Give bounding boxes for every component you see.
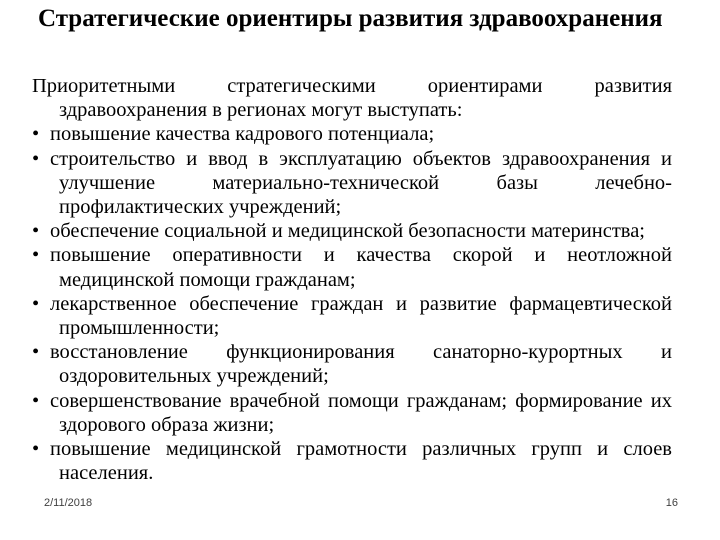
bullet-icon: •: [32, 123, 40, 146]
bullet-text: повышение качества кадрового потенциала;: [50, 123, 435, 146]
intro-paragraph: Приоритетными стратегическими ориентирами развития здравоохранения в регионах могут выступать:: [32, 75, 672, 122]
bullet-text: совершенствование врачебной помощи гражданам; формирование их здорового образа жизни;: [50, 389, 672, 436]
bullet-icon: •: [32, 147, 40, 170]
bullet-item-7: [32, 389, 672, 437]
bullet-icon: •: [32, 389, 40, 412]
bullet-item-3: [32, 219, 672, 243]
slide-title: Стратегические ориентиры развития здравоохранения: [38, 5, 663, 32]
bullet-item-1: [32, 122, 672, 146]
bullet-text: повышение медицинской грамотности различных групп и слоев населения.: [50, 438, 672, 485]
bullet-icon: •: [32, 292, 40, 315]
bullet-item-4: [32, 243, 672, 291]
footer-page-number: 16: [665, 497, 678, 509]
bullet-text: обеспечение социальной и медицинской безопасности материнства;: [50, 220, 645, 243]
bullet-item-8: [32, 437, 672, 485]
footer-date: 2/11/2018: [44, 497, 93, 509]
slide-body: [32, 74, 672, 485]
bullet-item-6: [32, 340, 672, 388]
bullet-text: лекарственное обеспечение граждан и развитие фармацевтической промышленности;: [50, 292, 672, 340]
bullet-text: восстановление функционирования санаторно-курортных и оздоровительных учреждений;: [50, 341, 672, 388]
bullet-icon: •: [32, 438, 40, 461]
bullet-text: строительство и ввод в эксплуатацию объектов здравоохранения и улучшение материально-технической базы лечебно-профилактических учреждений;: [50, 147, 672, 219]
bullet-item-5: [32, 292, 672, 340]
bullet-text: повышение оперативности и качества скорой и неотложной медицинской помощи гражданам;: [50, 244, 672, 291]
bullet-icon: •: [32, 220, 40, 243]
bullet-item-2: [32, 147, 672, 220]
bullet-icon: •: [32, 244, 40, 267]
bullet-icon: •: [32, 341, 40, 364]
